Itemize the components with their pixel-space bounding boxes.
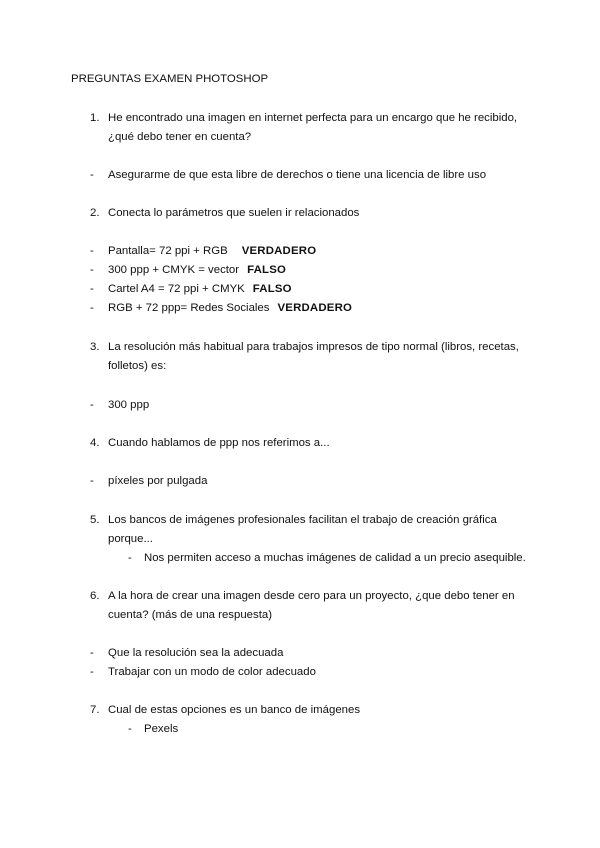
- q2-item-3-text: Cartel A4 = 72 ppi + CMYK: [108, 283, 245, 295]
- q1-number: 1.: [90, 112, 100, 124]
- q7-answer-dash: -: [128, 723, 132, 735]
- q7-answer: Pexels: [144, 723, 179, 735]
- q2-item-4-text: RGB + 72 ppp= Redes Sociales: [108, 302, 270, 314]
- q2-item-1-verdict: VERDADERO: [241, 245, 317, 257]
- q6-answer-2: Trabajar con un modo de color adecuado: [108, 666, 316, 678]
- q2-item-1-text: Pantalla= 72 ppi + RGB: [108, 245, 228, 257]
- q1-answer: Asegurarme de que esta libre de derechos o tiene una licencia de libre uso: [108, 169, 487, 181]
- q6-number: 6.: [90, 590, 100, 602]
- q4-answer: píxeles por pulgada: [108, 475, 208, 487]
- q2-item-dash: -: [90, 302, 94, 314]
- q1-text-line2: ¿qué debo tener en cuenta?: [108, 131, 252, 143]
- q2-item-2-text: 300 ppp + CMYK = vector: [108, 264, 240, 276]
- q4-answer-dash: -: [90, 475, 94, 487]
- q3-text-line2: folletos) es:: [108, 360, 167, 372]
- q2-item-4: [108, 301, 352, 315]
- q2-number: 2.: [90, 207, 100, 219]
- q2-item-3-verdict: FALSO: [252, 283, 292, 295]
- q6-answer-1: Que la resolución sea la adecuada: [108, 647, 284, 659]
- q4-text: Cuando hablamos de ppp nos referimos a...: [108, 437, 330, 449]
- q5-answer-dash: -: [128, 552, 132, 564]
- q5-number: 5.: [90, 514, 100, 526]
- q2-item-dash: -: [90, 283, 94, 295]
- q5-text-line2: porque...: [108, 533, 153, 545]
- q6-text-line2: cuenta? (más de una respuesta): [108, 609, 272, 621]
- q3-text-line1: La resolución más habitual para trabajos impresos de tipo normal (libros, recetas,: [108, 341, 519, 353]
- q1-text-line1: He encontrado una imagen en internet perfecta para un encargo que he recibido,: [108, 112, 518, 124]
- q4-number: 4.: [90, 437, 100, 449]
- page-title: PREGUNTAS EXAMEN PHOTOSHOP: [71, 73, 269, 85]
- q2-item-2: [108, 263, 286, 277]
- q2-item-1: [108, 244, 316, 258]
- q2-item-dash: -: [90, 264, 94, 276]
- q6-answer-dash: -: [90, 647, 94, 659]
- q2-item-2-verdict: FALSO: [247, 264, 287, 276]
- q5-answer: Nos permiten acceso a muchas imágenes de calidad a un precio asequible.: [144, 552, 526, 564]
- q7-number: 7.: [90, 704, 100, 716]
- q7-text: Cual de estas opciones es un banco de imágenes: [108, 704, 361, 716]
- q2-text: Conecta lo parámetros que suelen ir relacionados: [108, 207, 360, 219]
- q3-answer-dash: -: [90, 399, 94, 411]
- q2-item-3: [108, 282, 292, 296]
- q6-text-line1: A la hora de crear una imagen desde cero para un proyecto, ¿que debo tener en: [108, 590, 515, 602]
- q6-answer-dash: -: [90, 666, 94, 678]
- q5-text-line1: Los bancos de imágenes profesionales facilitan el trabajo de creación gráfica: [108, 514, 497, 526]
- q3-number: 3.: [90, 341, 100, 353]
- q1-answer-dash: -: [90, 169, 94, 181]
- q2-item-dash: -: [90, 245, 94, 257]
- q3-answer: 300 ppp: [108, 399, 150, 411]
- q2-item-4-verdict: VERDADERO: [277, 302, 353, 314]
